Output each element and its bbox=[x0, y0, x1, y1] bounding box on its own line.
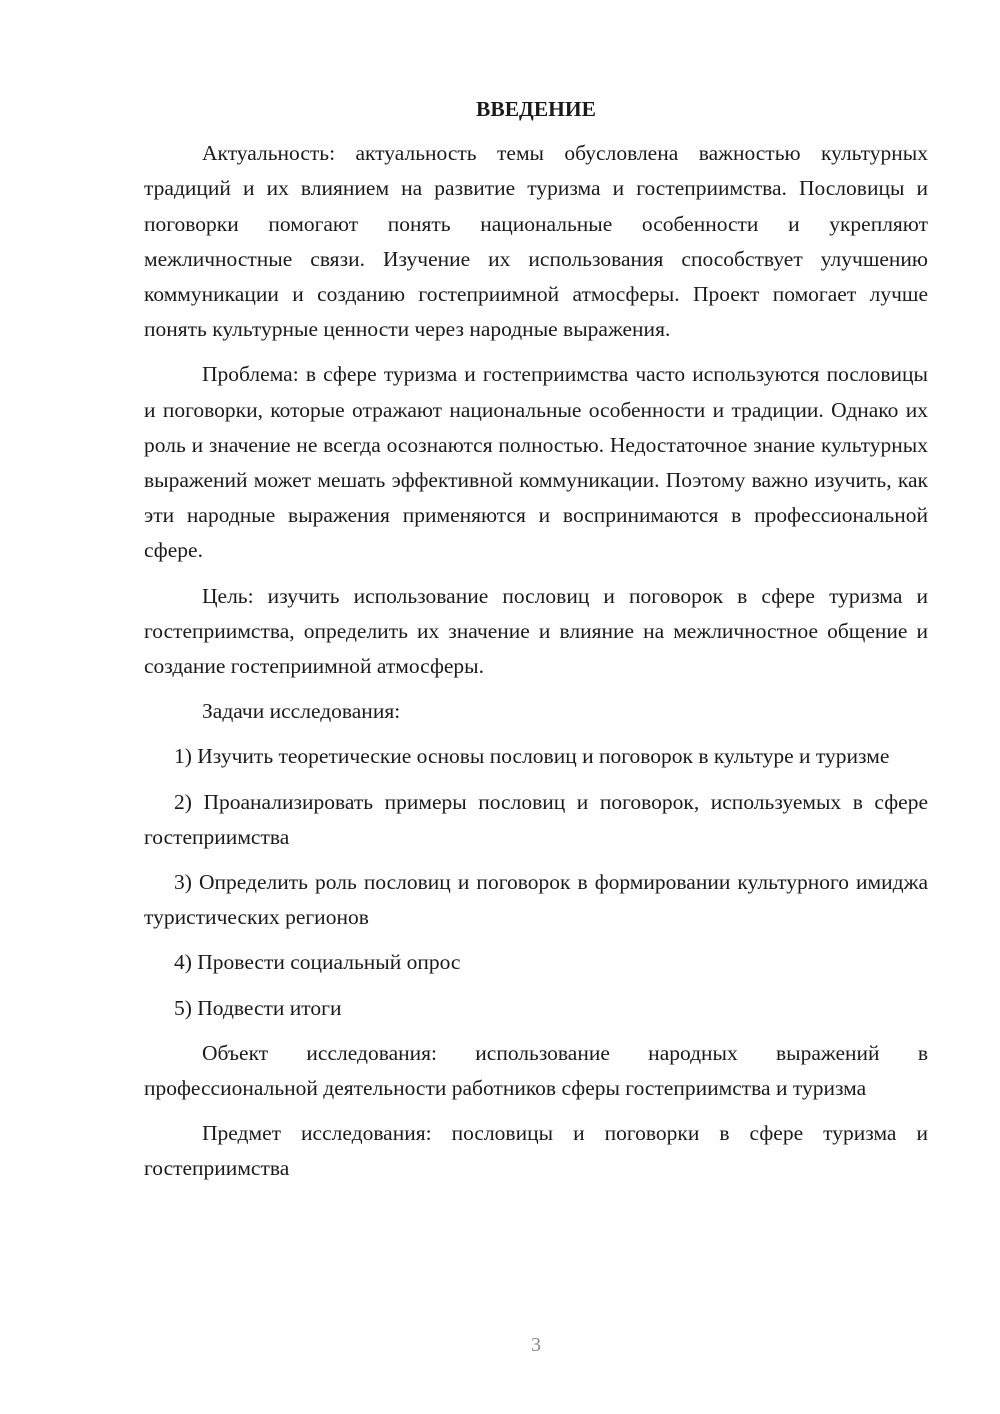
section-title: ВВЕДЕНИЕ bbox=[476, 97, 596, 121]
page-content bbox=[144, 92, 928, 1197]
problem-paragraph: Проблема: в сфере туризма и гостеприимства часто используются пословицы и поговорки, которые отражают национальные особенности и традиции. Однако их роль и значение не всегда осознаются полностью. Недостаточное знание культурных выражений может мешать эффективной коммуникации. Поэтому важно изучить, как эти народные выражения применяются и воспринимаются в профессиональной сфере. bbox=[144, 362, 928, 563]
relevance-paragraph: Актуальность: актуальность темы обусловлена важностью культурных традиций и их влиянием на развитие туризма и гостеприимства. Пословицы и поговорки помогают понять национальные особенности и укрепляют межличностные связи. Изучение их использования способствует улучшению коммуникации и созданию гостеприимной атмосферы. Проект помогает лучше понять культурные ценности через народные выражения. bbox=[144, 141, 928, 342]
task-item-3: 3) Определить роль пословиц и поговорок в формировании культурного имиджа туристических регионов bbox=[144, 870, 928, 930]
research-object-paragraph: Объект исследования: использование народных выражений в профессиональной деятельности работников сферы гостеприимства и туризма bbox=[144, 1040, 928, 1101]
task-item-4: 4) Провести социальный опрос bbox=[174, 950, 461, 975]
goal-paragraph: Цель: изучить использование пословиц и поговорок в сфере туризма и гостеприимства, определить их значение и влияние на межличностное общение и создание гостеприимной атмосферы. bbox=[144, 583, 928, 679]
task-item-1: 1) Изучить теоретические основы пословиц и поговорок в культуре и туризме bbox=[174, 744, 890, 769]
page-number: 3 bbox=[531, 1334, 541, 1356]
task-item-5: 5) Подвести итоги bbox=[174, 995, 342, 1020]
tasks-heading: Задачи исследования: bbox=[202, 699, 401, 724]
task-item-2: 2) Проанализировать примеры пословиц и поговорок, используемых в сфере гостеприимства bbox=[144, 789, 928, 849]
research-subject-paragraph: Предмет исследования: пословицы и поговорки в сфере туризма и гостеприимства bbox=[144, 1121, 928, 1181]
